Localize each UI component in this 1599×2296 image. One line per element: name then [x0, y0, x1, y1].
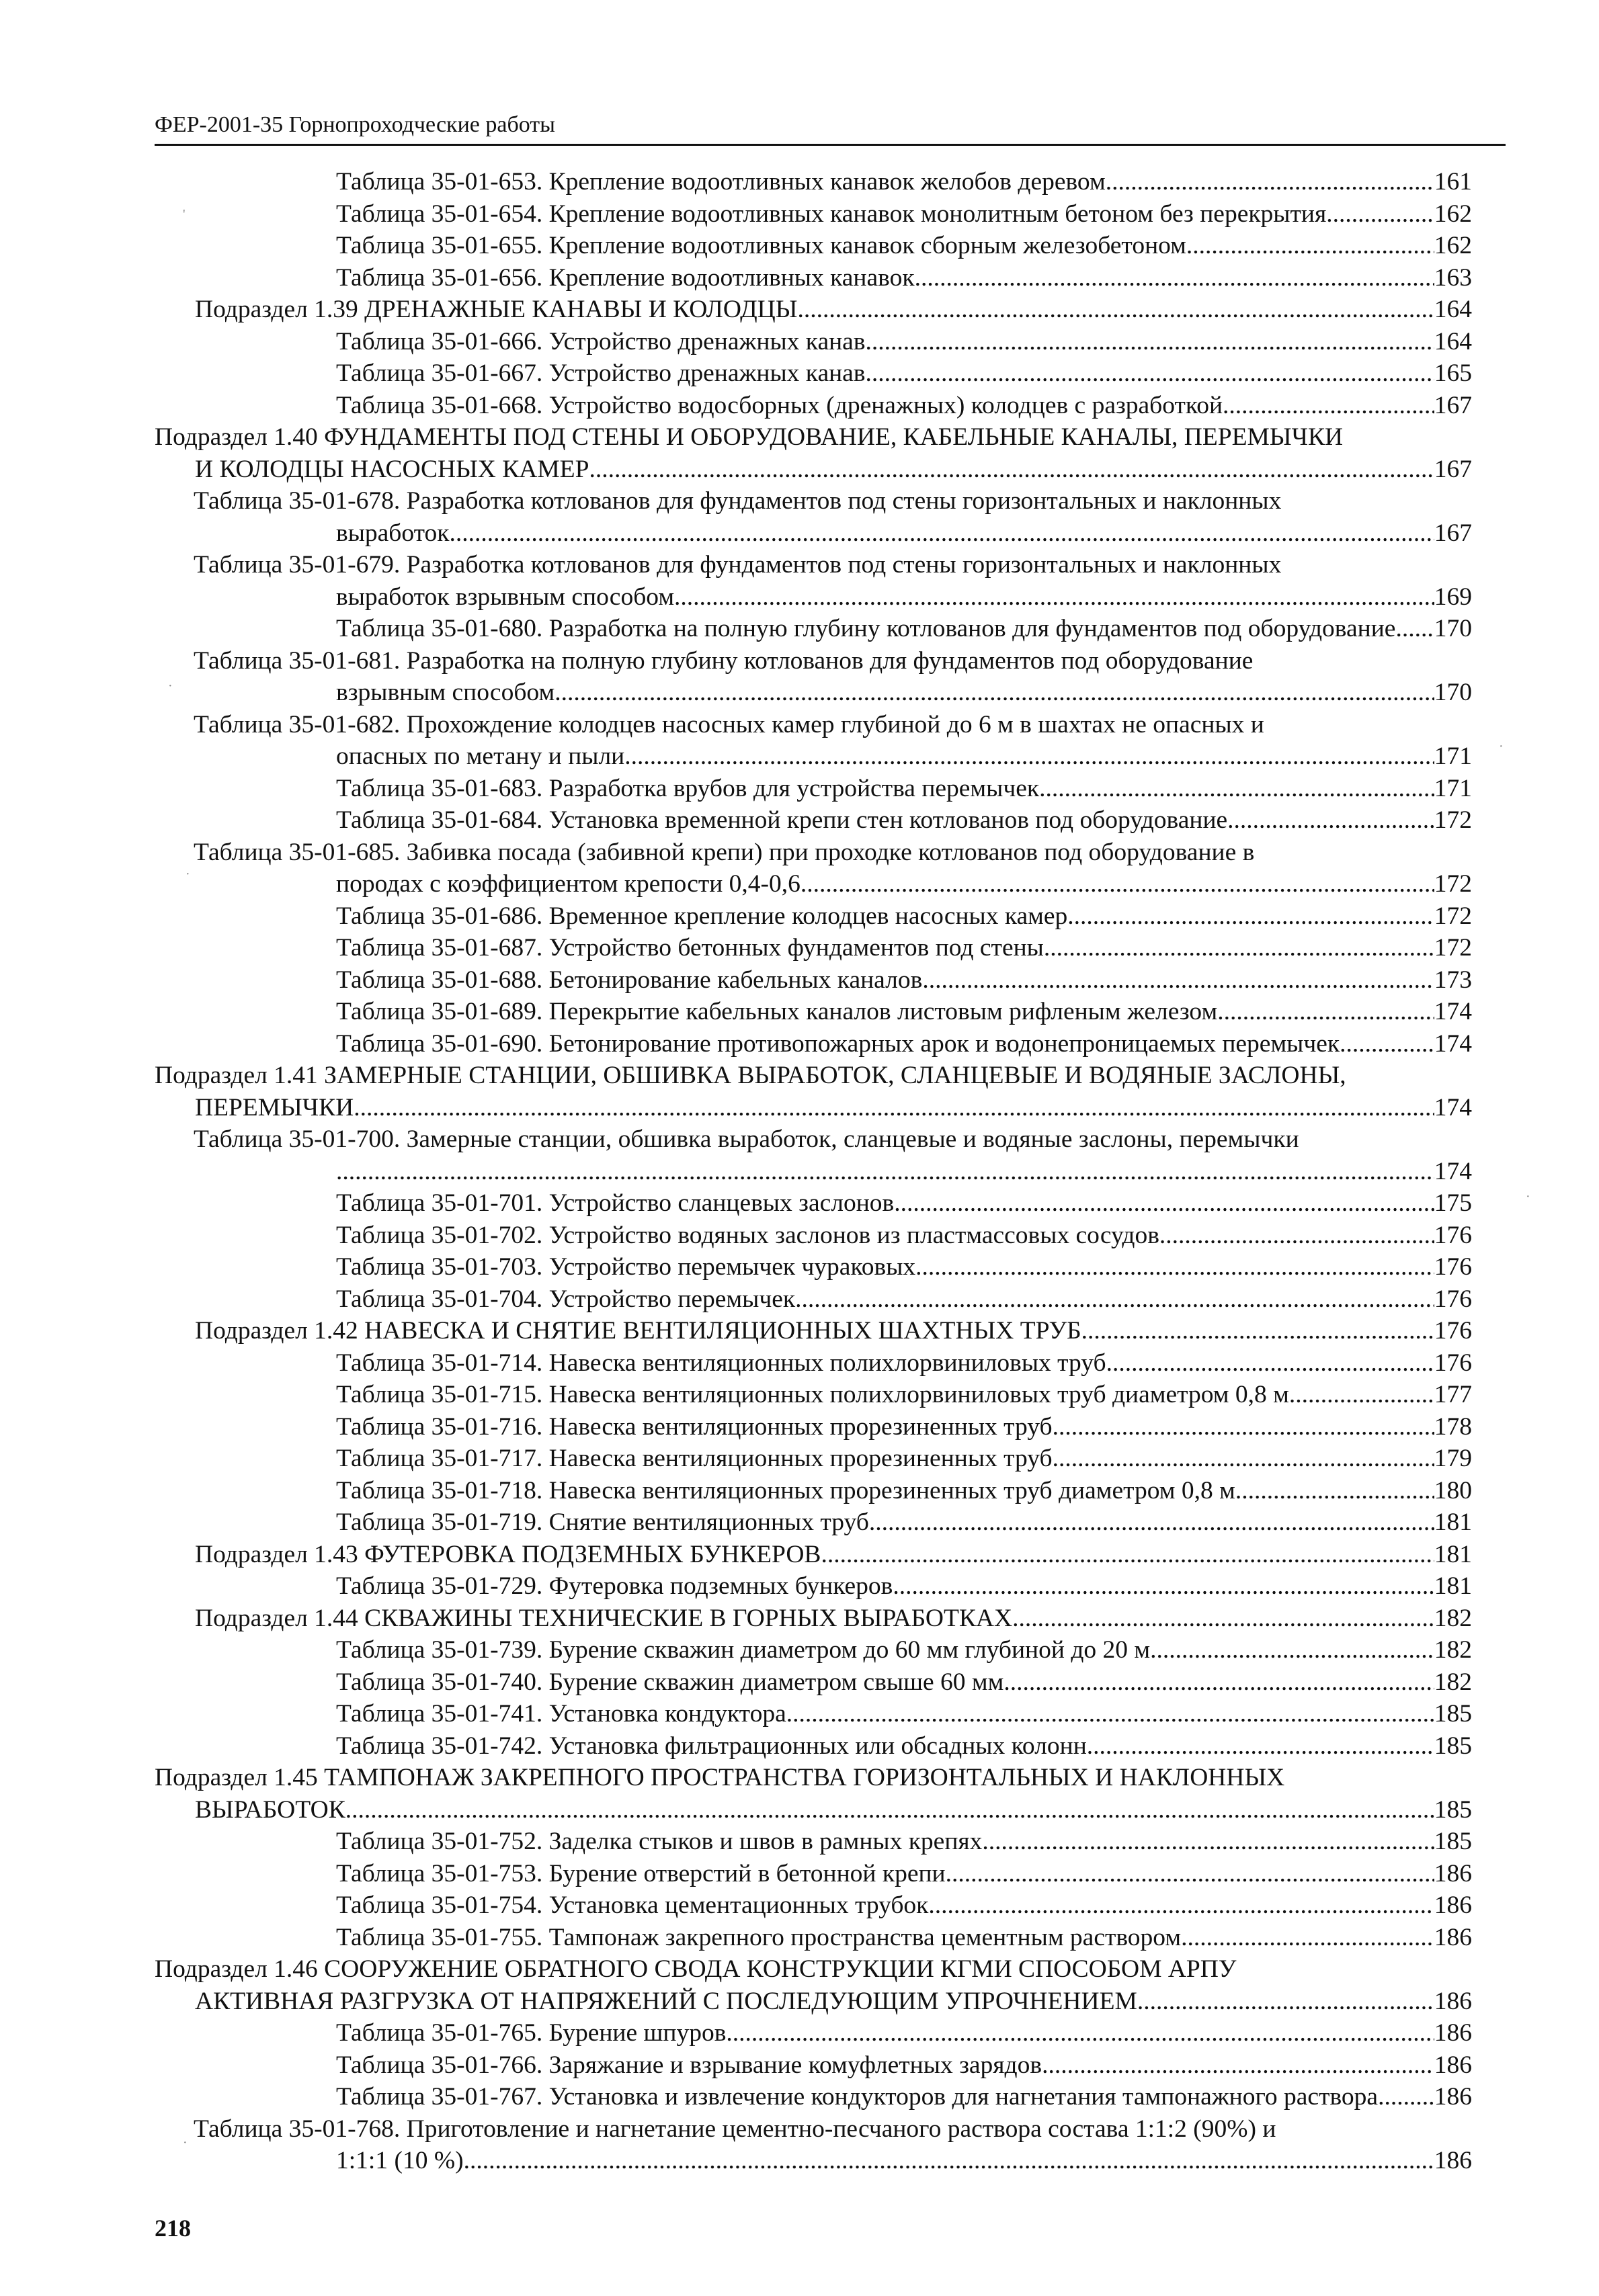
dot-leader: [866, 357, 1434, 390]
dot-leader: [1012, 1603, 1434, 1635]
header-title: ФЕР-2001-35 Горнопроходческие работы: [155, 112, 555, 137]
toc-entry-page: 170: [1434, 679, 1472, 706]
toc-table-entry[interactable]: [155, 1251, 1472, 1283]
toc-entry-title: Таблица 35-01-686. Временное крепление колодцев насосных камер: [336, 902, 1068, 930]
dot-leader: [1150, 1634, 1434, 1666]
toc-entry-page: 172: [1434, 902, 1472, 930]
toc-entry-page: 176: [1434, 1317, 1472, 1345]
toc-entry-page: 165: [1434, 359, 1472, 387]
toc-entry-title: Таблица 35-01-742. Установка фильтрационных или обсадных колонн: [336, 1732, 1087, 1760]
toc-entry-line: Таблица 35-01-681. Разработка на полную глубину котлованов для фундаментов под оборудование: [194, 646, 1254, 675]
toc-entry-title: Таблица 35-01-656. Крепление водоотливных канавок: [336, 263, 915, 292]
dot-leader: [894, 1187, 1434, 1220]
toc-entry-line: Подраздел 1.40 ФУНДАМЕНТЫ ПОД СТЕНЫ И ОБОРУДОВАНИЕ, КАБЕЛЬНЫЕ КАНАЛЫ, ПЕРЕМЫЧКИ: [155, 423, 1344, 451]
toc-entry-page: 174: [1434, 998, 1472, 1025]
toc-entry-title: Таблица 35-01-715. Навеска вентиляционных полихлорвиниловых труб диаметром 0,8 м: [336, 1381, 1289, 1408]
dot-leader: [786, 1698, 1434, 1730]
dot-leader: [893, 1570, 1434, 1603]
toc-entry-title: Таблица 35-01-766. Заряжание и взрывание комуфлетных зарядов: [336, 2051, 1042, 2079]
toc-entry-line: Подраздел 1.46 СООРУЖЕНИЕ ОБРАТНОГО СВОДА КОНСТРУКЦИИ КГМИ СПОСОБОМ АРПУ: [155, 1955, 1237, 1983]
toc-entry-page: 186: [1434, 2147, 1472, 2174]
toc-entry-title: Таблица 35-01-753. Бурение отверстий в бетонной крепи: [336, 1859, 946, 1887]
toc-entry-final-line: [336, 1283, 1472, 1316]
toc-entry-page: 178: [1434, 1412, 1472, 1441]
toc-entry-title: Таблица 35-01-654. Крепление водоотливных канавок монолитным бетоном без перекрытия: [336, 200, 1327, 228]
dot-leader: [1217, 996, 1434, 1028]
toc-entry-page: 186: [1434, 1923, 1472, 1951]
scan-speck: ': [183, 207, 186, 222]
scan-speck: ·: [1526, 1189, 1530, 1204]
toc-entry-final-line: [336, 740, 1472, 773]
toc-entry-page: 176: [1434, 1349, 1472, 1377]
toc-entry-final-line: [336, 326, 1472, 358]
toc-entry-page: 186: [1434, 2083, 1472, 2111]
toc-entry-page: 180: [1434, 1476, 1472, 1504]
toc-table-entry[interactable]: [155, 549, 1472, 613]
toc-entry-title: Таблица 35-01-719. Снятие вентиляционных труб: [336, 1508, 869, 1536]
toc-entry-title: Таблица 35-01-765. Бурение шпуров: [336, 2019, 727, 2047]
scan-speck: ·: [168, 679, 173, 693]
toc-entry-final-line: [336, 2145, 1472, 2177]
toc-entry-page: 172: [1434, 934, 1472, 962]
toc-entry-title: И КОЛОДЦЫ НАСОСНЫХ КАМЕР: [195, 455, 589, 483]
toc-entry-title: Таблица 35-01-729. Футеровка подземных бункеров: [336, 1572, 893, 1600]
scan-speck: ·: [186, 867, 190, 882]
toc-entry-final-line: [336, 677, 1472, 709]
toc-entry-page: 170: [1434, 615, 1472, 642]
toc-entry-title: Таблица 35-01-688. Бетонирование кабельных каналов: [336, 966, 923, 994]
toc-entry-final-line: [336, 390, 1472, 422]
toc-entry-final-line: [336, 1028, 1472, 1060]
toc-entry-title: выработок: [336, 519, 450, 547]
toc-entry-final-line: [336, 900, 1472, 933]
toc-table-entry[interactable]: [155, 1698, 1472, 1730]
toc-entry-title: Таблица 35-01-689. Перекрытие кабельных каналов листовым рифленым железом: [336, 998, 1218, 1025]
dot-leader: [1137, 1986, 1434, 2018]
toc-table-entry[interactable]: [155, 1506, 1472, 1539]
toc-entry-page: 185: [1434, 1795, 1472, 1824]
dot-leader: [1039, 773, 1434, 805]
toc-table-entry[interactable]: [155, 262, 1472, 294]
toc-entry-page: 179: [1434, 1445, 1472, 1472]
toc-entry-final-line: [336, 1475, 1472, 1507]
toc-entry-title: Таблица 35-01-653. Крепление водоотливных канавок желобов деревом: [336, 168, 1106, 196]
toc-entry-title: Таблица 35-01-717. Навеска вентиляционных прорезиненных труб: [336, 1445, 1053, 1472]
toc-entry-page: 181: [1434, 1572, 1472, 1600]
toc-entry-title: АКТИВНАЯ РАЗГРУЗКА ОТ НАПРЯЖЕНИЙ С ПОСЛЕДУЮЩИМ УПРОЧНЕНИЕМ: [195, 1987, 1137, 2015]
toc-entry-line: Таблица 35-01-678. Разработка котлованов для фундаментов под стены горизонтальных и наклонных: [194, 487, 1282, 515]
toc-entry-final-line: [336, 1889, 1472, 1922]
toc-entry-title: Таблица 35-01-687. Устройство бетонных фундаментов под стены: [336, 934, 1044, 962]
toc-table-entry[interactable]: [155, 1666, 1472, 1699]
toc-table-entry[interactable]: [155, 1187, 1472, 1220]
toc-entry-page: 163: [1434, 263, 1472, 292]
toc-table-entry[interactable]: [155, 198, 1472, 230]
toc-entry-title: Подраздел 1.43 ФУТЕРОВКА ПОДЗЕМНЫХ БУНКЕРОВ: [195, 1540, 821, 1568]
toc-entry-page: 171: [1434, 774, 1472, 802]
toc-entry-final-line: [336, 1220, 1472, 1252]
toc-entry-final-line: [336, 996, 1472, 1028]
dot-leader: [1003, 1666, 1434, 1699]
toc-entry-final-line: [336, 1730, 1472, 1762]
dot-leader: [555, 677, 1434, 709]
toc-entry-page: 176: [1434, 1253, 1472, 1281]
toc-entry-final-line: [336, 1666, 1472, 1699]
toc-entry-final-line: [336, 1634, 1472, 1666]
dot-leader: [797, 294, 1434, 326]
toc-entry-page: 174: [1434, 1157, 1472, 1185]
toc-table-entry[interactable]: [155, 932, 1472, 964]
toc-entry-final-line: [336, 1443, 1472, 1475]
toc-table-entry[interactable]: [155, 1570, 1472, 1603]
dot-leader: [1223, 390, 1434, 422]
dot-leader: [1378, 2081, 1434, 2113]
toc-table-entry[interactable]: [155, 390, 1472, 422]
toc-entry-final-line: [336, 773, 1472, 805]
toc-table-entry[interactable]: [155, 166, 1472, 198]
dot-leader: [982, 1826, 1434, 1858]
toc-section-entry[interactable]: [155, 1315, 1472, 1347]
toc-entry-final-line: [336, 1156, 1472, 1188]
toc-entry-title: взрывным способом: [336, 679, 555, 706]
toc-entry-final-line: [336, 357, 1472, 390]
dot-leader: [336, 1156, 1434, 1188]
toc-entry-page: 172: [1434, 806, 1472, 834]
toc-entry-page: 164: [1434, 296, 1472, 323]
running-header: [155, 110, 1506, 146]
toc-entry-final-line: [336, 262, 1472, 294]
toc-entry-final-line: [336, 1506, 1472, 1539]
toc-entry-final-line: [336, 2081, 1472, 2113]
dot-leader: [1053, 1443, 1434, 1475]
dot-leader: [821, 1539, 1434, 1571]
dot-leader: [726, 2017, 1434, 2049]
toc-entry-page: 186: [1434, 1891, 1472, 1919]
toc-entry-page: 185: [1434, 1732, 1472, 1760]
toc-entry-line: Таблица 35-01-679. Разработка котлованов для фундаментов под стены горизонтальных и наклонных: [194, 551, 1282, 579]
toc-entry-final-line: [336, 230, 1472, 262]
toc-entry-page: 162: [1434, 232, 1472, 259]
dot-leader: [946, 1858, 1434, 1890]
dot-leader: [1081, 1315, 1434, 1347]
toc-entry-title: Таблица 35-01-752. Заделка стыков и швов в рамных крепях: [336, 1828, 983, 1855]
toc-table-entry[interactable]: [155, 2081, 1472, 2113]
toc-entry-final-line: [336, 1698, 1472, 1730]
toc-entry-title: Таблица 35-01-741. Установка кондуктора: [336, 1700, 786, 1728]
toc-table-entry[interactable]: [155, 1826, 1472, 1858]
toc-table-entry[interactable]: [155, 1889, 1472, 1922]
toc-entry-page: 181: [1434, 1540, 1472, 1568]
toc-entry-title: выработок взрывным способом: [336, 583, 675, 611]
toc-entry-title: Таблица 35-01-680. Разработка на полную глубину котлованов для фундаментов под оборудование: [336, 615, 1396, 642]
toc-entry-page: 171: [1434, 742, 1472, 770]
toc-entry-page: 174: [1434, 1093, 1472, 1121]
toc-table-entry[interactable]: [155, 1123, 1472, 1187]
toc-entry-final-line: [336, 1826, 1472, 1858]
toc-entry-page: 172: [1434, 870, 1472, 898]
toc-table-entry[interactable]: [155, 1858, 1472, 1890]
toc-entry-title: ВЫРАБОТОК: [195, 1795, 345, 1824]
toc-entry-title: Таблица 35-01-704. Устройство перемычек: [336, 1285, 796, 1313]
scan-speck: ·: [183, 2135, 188, 2150]
toc-entry-page: 176: [1434, 1221, 1472, 1249]
toc-entry-final-line: [336, 198, 1472, 230]
page-number: 218: [155, 2215, 191, 2242]
toc-entry-page: 173: [1434, 966, 1472, 994]
toc-entry-final-line: [195, 1794, 1472, 1826]
toc-entry-final-line: [336, 1858, 1472, 1890]
toc-entry-page: 185: [1434, 1700, 1472, 1728]
toc-entry-line: Таблица 35-01-768. Приготовление и нагнетание цементно-песчаного раствора состава 1:1:2 (90%) и: [194, 2115, 1276, 2143]
toc-table-entry[interactable]: [155, 1475, 1472, 1507]
toc-entry-page: 169: [1434, 583, 1472, 611]
toc-entry-page: 181: [1434, 1508, 1472, 1536]
toc-entry-title: Подраздел 1.39 ДРЕНАЖНЫЕ КАНАВЫ И КОЛОДЦЫ: [195, 296, 798, 323]
toc-entry-page: 162: [1434, 200, 1472, 228]
toc-table-entry[interactable]: [155, 2049, 1472, 2082]
toc-entry-line: Подраздел 1.45 ТАМПОНАЖ ЗАКРЕПНОГО ПРОСТРАНСТВА ГОРИЗОНТАЛЬНЫХ И НАКЛОННЫХ: [155, 1764, 1285, 1791]
toc-table-entry[interactable]: [155, 2017, 1472, 2049]
toc-table-entry[interactable]: [155, 709, 1472, 773]
toc-table-entry[interactable]: [155, 2113, 1472, 2177]
toc-table-entry[interactable]: [155, 357, 1472, 390]
toc-entry-line: Таблица 35-01-682. Прохождение колодцев насосных камер глубиной до 6 м в шахтах не опасных и: [194, 710, 1264, 738]
toc-entry-final-line: [336, 2017, 1472, 2049]
toc-entry-final-line: [195, 454, 1472, 486]
toc-table-entry[interactable]: [155, 1347, 1472, 1379]
dot-leader: [1235, 1475, 1434, 1507]
toc-entry-final-line: [336, 1251, 1472, 1283]
toc-table-entry[interactable]: [155, 645, 1472, 709]
toc-entry-title: Таблица 35-01-740. Бурение скважин диаметром свыше 60 мм: [336, 1668, 1004, 1696]
toc-table-entry[interactable]: [155, 804, 1472, 837]
dot-leader: [1395, 613, 1434, 645]
toc-entry-title: Таблица 35-01-739. Бурение скважин диаметром до 60 мм глубиной до 20 м: [336, 1636, 1151, 1664]
toc-table-entry[interactable]: [155, 964, 1472, 996]
dot-leader: [624, 740, 1434, 773]
dot-leader: [1326, 198, 1434, 230]
dot-leader: [1042, 2049, 1434, 2082]
toc-entry-page: 175: [1434, 1189, 1472, 1217]
toc-entry-final-line: [336, 517, 1472, 550]
toc-entry-title: Таблица 35-01-714. Навеска вентиляционных полихлорвиниловых труб: [336, 1349, 1106, 1377]
toc-entry-title: Подраздел 1.42 НАВЕСКА И СНЯТИЕ ВЕНТИЛЯЦИОННЫХ ШАХТНЫХ ТРУБ: [195, 1317, 1081, 1345]
toc-entry-final-line: [336, 166, 1472, 198]
toc-table-entry[interactable]: [155, 900, 1472, 933]
toc-table-entry[interactable]: [155, 613, 1472, 645]
toc-entry-title: 1:1:1 (10 %): [336, 2147, 464, 2174]
toc-table-entry[interactable]: [155, 1730, 1472, 1762]
toc-entry-title: Таблица 35-01-702. Устройство водяных заслонов из пластмассовых сосудов: [336, 1221, 1159, 1249]
dot-leader: [464, 2145, 1434, 2177]
toc-entry-page: 186: [1434, 1859, 1472, 1887]
toc-entry-title: Таблица 35-01-683. Разработка врубов для устройства перемычек: [336, 774, 1040, 802]
toc-entry-final-line: [336, 1922, 1472, 1954]
toc-section-entry[interactable]: [155, 1060, 1472, 1123]
toc-table-entry[interactable]: [155, 1922, 1472, 1954]
dot-leader: [1053, 1411, 1434, 1443]
dot-leader: [1087, 1730, 1434, 1762]
toc-entry-title: породах с коэффициентом крепости 0,4-0,6: [336, 870, 801, 898]
toc-entry-title: опасных по метану и пыли: [336, 742, 625, 770]
toc-entry-final-line: [336, 2049, 1472, 2082]
toc-table-entry[interactable]: [155, 837, 1472, 900]
toc-entry-title: Таблица 35-01-767. Установка и извлечение кондукторов для нагнетания тампонажного раствора: [336, 2083, 1379, 2111]
toc-table-entry[interactable]: [155, 1028, 1472, 1060]
dot-leader: [1186, 230, 1434, 262]
toc-section-entry[interactable]: [155, 1539, 1472, 1571]
toc-table-entry[interactable]: [155, 1634, 1472, 1666]
dot-leader: [1227, 804, 1434, 837]
toc-section-entry[interactable]: [155, 421, 1472, 485]
toc-entry-page: 186: [1434, 2019, 1472, 2047]
toc-entry-final-line: [336, 1347, 1472, 1379]
toc-entry-final-line: [336, 581, 1472, 613]
toc-entry-page: 176: [1434, 1285, 1472, 1313]
toc-entry-final-line: [195, 1539, 1472, 1571]
dot-leader: [915, 262, 1434, 294]
toc-table-entry[interactable]: [155, 1379, 1472, 1411]
dot-leader: [1044, 932, 1434, 964]
dot-leader: [345, 1794, 1434, 1826]
toc-entry-page: 167: [1434, 391, 1472, 419]
dot-leader: [922, 964, 1434, 996]
toc-entry-title: Таблица 35-01-655. Крепление водоотливных канавок сборным железобетоном: [336, 232, 1186, 259]
toc-entry-final-line: [336, 1187, 1472, 1220]
toc-entry-title: Таблица 35-01-716. Навеска вентиляционных прорезиненных труб: [336, 1412, 1053, 1441]
toc-entry-page: 177: [1434, 1381, 1472, 1408]
dot-leader: [915, 1251, 1434, 1283]
dot-leader: [674, 581, 1434, 613]
dot-leader: [1106, 1347, 1434, 1379]
toc-section-entry[interactable]: [155, 1762, 1472, 1826]
toc-table-entry[interactable]: [155, 1411, 1472, 1443]
toc-entry-line: Таблица 35-01-700. Замерные станции, обшивка выработок, сланцевые и водяные заслоны, перемычки: [194, 1125, 1299, 1153]
dot-leader: [1289, 1379, 1434, 1411]
toc-entry-final-line: [336, 804, 1472, 837]
toc-entry-final-line: [195, 294, 1472, 326]
toc-entry-final-line: [195, 1986, 1472, 2018]
toc-table-entry[interactable]: [155, 996, 1472, 1028]
dot-leader: [869, 1506, 1434, 1539]
toc-entry-title: Таблица 35-01-684. Установка временной крепи стен котлованов под оборудование: [336, 806, 1228, 834]
toc-table-entry[interactable]: [155, 326, 1472, 358]
toc-entry-page: 161: [1434, 168, 1472, 196]
toc-entry-page: 186: [1434, 2051, 1472, 2079]
dot-leader: [1106, 166, 1434, 198]
toc-section-entry[interactable]: [155, 1603, 1472, 1635]
toc-table-entry[interactable]: [155, 230, 1472, 262]
toc-entry-line: Таблица 35-01-685. Забивка посада (забивной крепи) при проходке котлованов под оборудование в: [194, 838, 1255, 866]
toc-entry-final-line: [336, 964, 1472, 996]
toc-entry-page: 174: [1434, 1029, 1472, 1058]
toc-entry-page: 164: [1434, 327, 1472, 355]
toc-entry-title: ПЕРЕМЫЧКИ: [195, 1093, 354, 1121]
toc-entry-final-line: [336, 1411, 1472, 1443]
toc-entry-final-line: [336, 1379, 1472, 1411]
toc-entry-title: Таблица 35-01-666. Устройство дренажных канав: [336, 327, 866, 355]
toc-entry-final-line: [336, 1570, 1472, 1603]
toc-table-entry[interactable]: [155, 773, 1472, 805]
dot-leader: [450, 517, 1434, 550]
toc-section-entry[interactable]: [155, 1953, 1472, 2017]
dot-leader: [1067, 900, 1434, 933]
dot-leader: [1181, 1922, 1434, 1954]
toc-entry-final-line: [336, 868, 1472, 900]
toc-entry-final-line: [336, 613, 1472, 645]
toc-entry-final-line: [195, 1315, 1472, 1347]
dot-leader: [801, 868, 1434, 900]
toc-entry-title: Таблица 35-01-701. Устройство сланцевых заслонов: [336, 1189, 895, 1217]
toc-entry-title: Таблица 35-01-703. Устройство перемычек чураковых: [336, 1253, 916, 1281]
toc-entry-title: Подраздел 1.44 СКВАЖИНЫ ТЕХНИЧЕСКИЕ В ГОРНЫХ ВЫРАБОТКАХ: [195, 1604, 1013, 1632]
toc-entry-page: 182: [1434, 1668, 1472, 1696]
toc-entry-title: Таблица 35-01-667. Устройство дренажных канав: [336, 359, 866, 387]
toc-table-entry[interactable]: [155, 1283, 1472, 1316]
dot-leader: [1159, 1220, 1434, 1252]
toc-entry-final-line: [195, 1603, 1472, 1635]
toc-table-entry[interactable]: [155, 1220, 1472, 1252]
toc-entry-page: 167: [1434, 455, 1472, 483]
toc-entry-title: Таблица 35-01-754. Установка цементационных трубок: [336, 1891, 929, 1919]
dot-leader: [589, 454, 1434, 486]
toc-entry-page: 186: [1434, 1987, 1472, 2015]
toc-entry-title: Таблица 35-01-668. Устройство водосборных (дренажных) колодцев с разработкой: [336, 391, 1223, 419]
toc-entry-final-line: [195, 1092, 1472, 1124]
toc-table-entry[interactable]: [155, 1443, 1472, 1475]
scan-speck: ·: [1499, 739, 1504, 754]
toc-entry-page: 185: [1434, 1828, 1472, 1855]
dot-leader: [354, 1092, 1434, 1124]
toc-entry-title: Таблица 35-01-718. Навеска вентиляционных прорезиненных труб диаметром 0,8 м: [336, 1476, 1235, 1504]
dot-leader: [866, 326, 1434, 358]
table-of-contents: [155, 166, 1472, 2177]
toc-entry-final-line: [336, 932, 1472, 964]
toc-entry-page: 167: [1434, 519, 1472, 547]
dot-leader: [928, 1889, 1434, 1922]
toc-entry-page: 182: [1434, 1604, 1472, 1632]
toc-table-entry[interactable]: [155, 485, 1472, 549]
toc-section-entry[interactable]: [155, 294, 1472, 326]
dot-leader: [1340, 1028, 1434, 1060]
toc-entry-page: 182: [1434, 1636, 1472, 1664]
toc-entry-title: Таблица 35-01-690. Бетонирование противопожарных арок и водонепроницаемых перемычек: [336, 1029, 1340, 1058]
dot-leader: [795, 1283, 1434, 1316]
toc-entry-line: Подраздел 1.41 ЗАМЕРНЫЕ СТАНЦИИ, ОБШИВКА ВЫРАБОТОК, СЛАНЦЕВЫЕ И ВОДЯНЫЕ ЗАСЛОНЫ,: [155, 1062, 1346, 1089]
toc-entry-title: Таблица 35-01-755. Тампонаж закрепного пространства цементным раствором: [336, 1923, 1182, 1951]
